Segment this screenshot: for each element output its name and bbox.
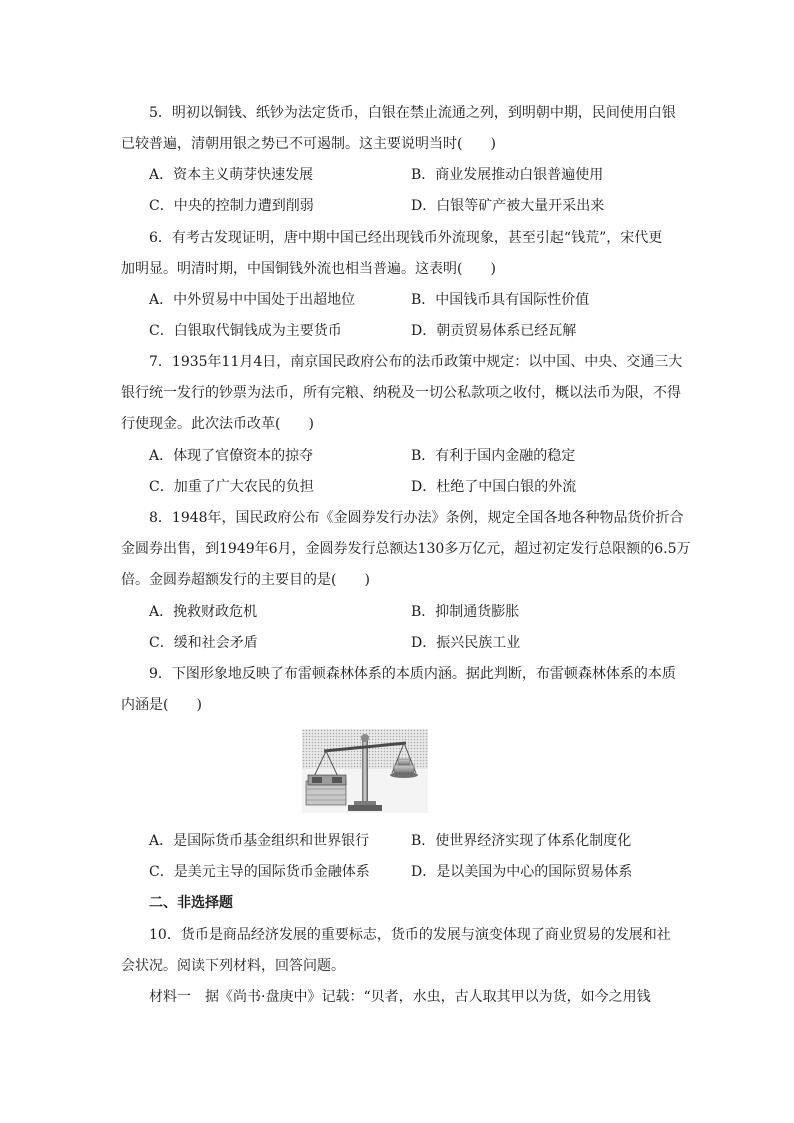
- q8-option-a: A．挽救财政危机: [149, 604, 258, 620]
- q5-line-2: 已较普遍，清朝用银之势已不可遏制。这主要说明当时( ): [121, 136, 496, 152]
- q9-line-1: 9．下图形象地反映了布雷顿森林体系的本质内涵。据此判断，布雷顿森林体系的本质: [149, 666, 676, 682]
- q10-line-2: 会状况。阅读下列材料，回答问题。: [121, 958, 345, 974]
- q5-option-c: C．中央的控制力遭到削弱: [149, 198, 314, 214]
- q8-option-c: C．缓和社会矛盾: [149, 635, 258, 651]
- q9-option-d: D．是以美国为中心的国际贸易体系: [411, 864, 633, 880]
- q8-option-d: D．振兴民族工业: [411, 635, 521, 651]
- material-1-line: 材料一 据《尚书·盘庚中》记载：“贝者，水虫，古人取其甲以为货，如今之用钱: [149, 989, 651, 1005]
- q6-option-d: D．朝贡贸易体系已经瓦解: [411, 323, 577, 339]
- section-heading: 二、非选择题: [149, 895, 233, 911]
- q8-line-3: 倍。金圆券超额发行的主要目的是( ): [121, 572, 370, 588]
- q9-option-a: A．是国际货币基金组织和世界银行: [149, 833, 370, 849]
- q5-option-d: D．白银等矿产被大量开采出来: [411, 198, 605, 214]
- balance-scale-figure: [302, 729, 428, 813]
- q8-option-b: B．抑制通货膨胀: [411, 604, 520, 620]
- q6-option-a: A．中外贸易中中国处于出超地位: [149, 292, 356, 308]
- q7-option-a: A．体现了官僚资本的掠夺: [149, 448, 314, 464]
- q7-option-b: B．有利于国内金融的稳定: [411, 448, 576, 464]
- q5-option-a: A．资本主义萌芽快速发展: [149, 167, 314, 183]
- q5-option-b: B．商业发展推动白银普遍使用: [411, 167, 604, 183]
- q9-line-2: 内涵是( ): [121, 697, 202, 713]
- q6-option-c: C．白银取代铜钱成为主要货币: [149, 323, 342, 339]
- q6-line-2: 加明显。明清时期，中国铜钱外流也相当普遍。这表明( ): [121, 261, 496, 277]
- q9-option-b: B．使世界经济实现了体系化制度化: [411, 833, 632, 849]
- q6-option-b: B．中国钱币具有国际性价值: [411, 292, 590, 308]
- q8-line-2: 金圆券出售，到1949年6月，金圆券发行总额达130多万亿元，超过初定发行总限额的6.5万: [121, 541, 691, 557]
- q7-line-2: 银行统一发行的钞票为法币，所有完粮、纳税及一切公私款项之收付，概以法币为限，不得: [121, 385, 681, 401]
- q9-option-c: C．是美元主导的国际货币金融体系: [149, 864, 370, 880]
- q10-line-1: 10．货币是商品经济发展的重要标志，货币的发展与演变体现了商业贸易的发展和社: [149, 927, 671, 943]
- q5-line-1: 5．明初以铜钱、纸钞为法定货币，白银在禁止流通之列，到明朝中期，民间使用白银: [149, 105, 676, 121]
- q8-line-1: 8．1948年，国民政府公布《金圆券发行办法》条例，规定全国各地各种物品货价折合: [149, 510, 684, 526]
- q6-line-1: 6．有考古发现证明，唐中期中国已经出现钱币外流现象，甚至引起“钱荒”，宋代更: [149, 230, 663, 246]
- q7-option-d: D．杜绝了中国白银的外流: [411, 479, 577, 495]
- q7-option-c: C．加重了广大农民的负担: [149, 479, 314, 495]
- q7-line-3: 行使现金。此次法币改革( ): [121, 416, 314, 432]
- q7-line-1: 7．1935年11月4日，南京国民政府公布的法币政策中规定：以中国、中央、交通三大: [149, 354, 683, 370]
